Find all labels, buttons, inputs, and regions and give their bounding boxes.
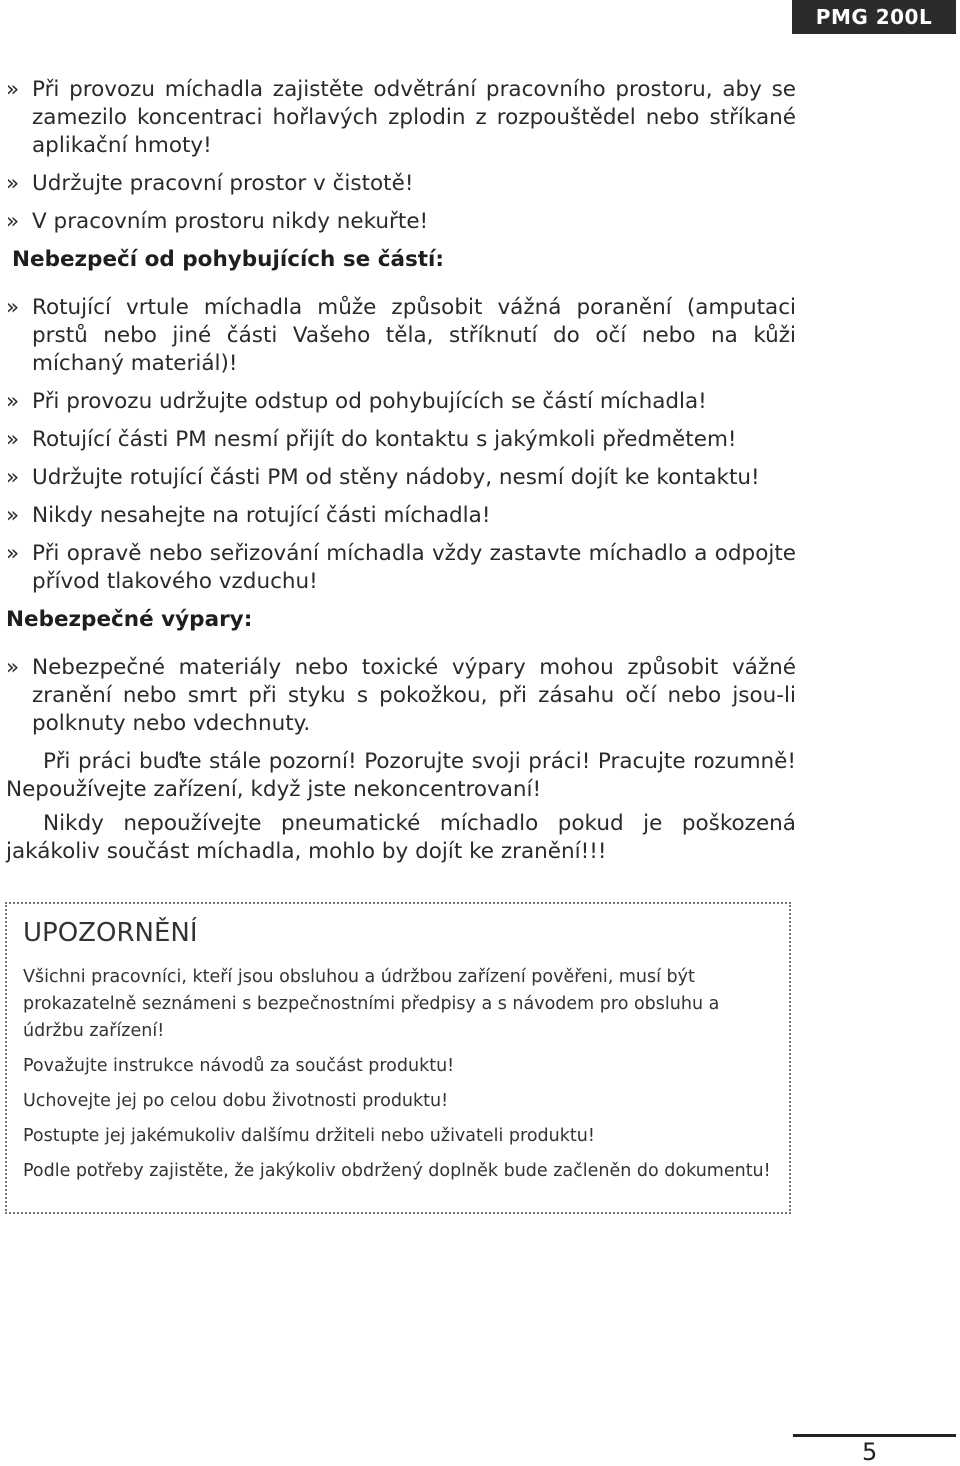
- list-item: » Rotující vrtule míchadla může způsobit vážná poranění (amputaci prstů nebo jiné části Vašeho těla, stříknutí do očí nebo na kůži míchaný materiál)!: [6, 294, 796, 378]
- footer-divider: [793, 1434, 956, 1437]
- paragraph: Nikdy nepoužívejte pneumatické míchadlo pokud je poškozená jakákoliv součást míchadla, mohlo by dojít ke zranění!!!: [6, 811, 796, 864]
- list-item: » Při provozu míchadla zajistěte odvětrání pracovního prostoru, aby se zamezilo koncentraci hořlavých zplodin z rozpouštědel nebo stříkané aplikační hmoty!: [6, 76, 796, 160]
- notice-paragraph: Postupte jej jakémukoliv dalšímu držiteli nebo uživateli produktu!: [23, 1126, 595, 1146]
- list-item: » Při opravě nebo seřizování míchadla vždy zastavte míchadlo a odpojte přívod tlakového vzduchu!: [6, 540, 796, 596]
- notice-paragraph: Uchovejte jej po celou dobu životnosti produktu!: [23, 1091, 449, 1111]
- notice-paragraph: Podle potřeby zajistěte, že jakýkoliv obdržený doplněk bude začleněn do dokumentu!: [23, 1161, 771, 1181]
- list-item: » Udržujte pracovní prostor v čistotě!: [6, 170, 796, 198]
- section-title-fumes: Nebezpečné výpary:: [6, 607, 253, 632]
- notice-paragraph: Považujte instrukce návodů za součást produktu!: [23, 1056, 455, 1076]
- page-number: 5: [862, 1438, 878, 1466]
- model-badge: PMG 200L: [792, 0, 956, 34]
- list-item: » V pracovním prostoru nikdy nekuřte!: [6, 208, 796, 236]
- list-item: » Rotující části PM nesmí přijít do kontaktu s jakýmkoli předmětem!: [6, 426, 796, 454]
- section-title-moving-parts: Nebezpečí od pohybujících se částí:: [12, 247, 445, 272]
- list-item: » Nikdy nesahejte na rotující části míchadla!: [6, 502, 796, 530]
- notice-paragraph: Všichni pracovníci, kteří jsou obsluhou a údržbou zařízení pověřeni, musí být prokazatelně seznámeni s bezpečnostními předpisy a s návodem pro obsluhu a údržbu zařízení!: [23, 967, 720, 1041]
- paragraph: Při práci buďte stále pozorní! Pozorujte svoji práci! Pracujte rozumně! Nepoužívejte zařízení, když jste nekoncentrovaní!: [6, 749, 796, 802]
- notice-box: [5, 902, 791, 1214]
- notice-title: UPOZORNĚNÍ: [23, 918, 198, 948]
- list-item: » Při provozu udržujte odstup od pohybujících se částí míchadla!: [6, 388, 796, 416]
- list-item: » Nebezpečné materiály nebo toxické výpary mohou způsobit vážné zranění nebo smrt při styku s pokožkou, při zásahu očí nebo jsou-li polknuty nebo vdechnuty.: [6, 654, 796, 738]
- list-item: » Udržujte rotující části PM od stěny nádoby, nesmí dojít ke kontaktu!: [6, 464, 796, 492]
- page-content: [6, 76, 796, 872]
